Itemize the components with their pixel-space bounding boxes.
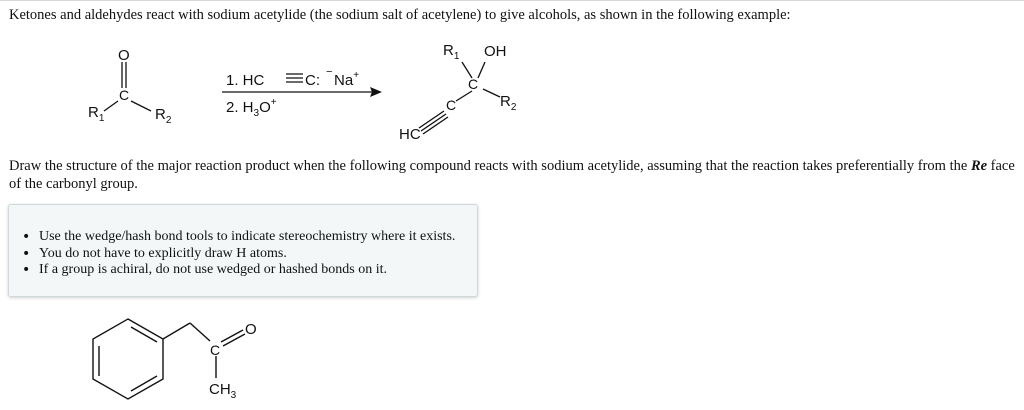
- product-alkyne-carbon: C: [446, 97, 457, 113]
- product-r2: $R_2$: [500, 93, 517, 113]
- hint-item-stereo: • Use the wedge/hash bond tools to indicate stereochemistry where it exists.: [39, 229, 455, 246]
- product-terminal-hc: HC: [399, 126, 421, 143]
- reagent-step-1: 1. HC C: − Na+: [226, 66, 360, 89]
- reactant-carbon: C: [119, 87, 130, 103]
- product-carbinol-carbon: C: [468, 76, 479, 92]
- re-face-term: Re: [970, 158, 988, 174]
- compound-methyl: $CH_3$: [209, 381, 237, 401]
- hint-item-h-atoms: • You do not have to explicitly draw H atoms.: [39, 246, 455, 263]
- reactant-r2: $R_2$: [155, 106, 172, 126]
- reactant-r1: $R_1$: [88, 104, 105, 124]
- reactant-oxygen: O: [118, 47, 130, 64]
- hint-item-achiral: • If a group is achiral, do not use wedged or hashed bonds on it.: [39, 262, 455, 279]
- product-hydroxyl: OH: [484, 43, 507, 60]
- compound-carbonyl-carbon: C: [210, 342, 221, 358]
- product-r1: $R_1$: [443, 42, 460, 62]
- question-text: Draw the structure of the major reaction product when the following compound reacts with sodium acetylide, assuming that the reaction takes preferentially from the Re face of the carbonyl group.: [9, 158, 1015, 192]
- reagent-step-2: 2. $H_3O^+$: [226, 97, 277, 119]
- compound-oxygen: O: [245, 321, 257, 338]
- intro-text: Ketones and aldehydes react with sodium acetylide (the sodium salt of acetylene) to give alcohols, as shown in the following example:: [9, 7, 791, 23]
